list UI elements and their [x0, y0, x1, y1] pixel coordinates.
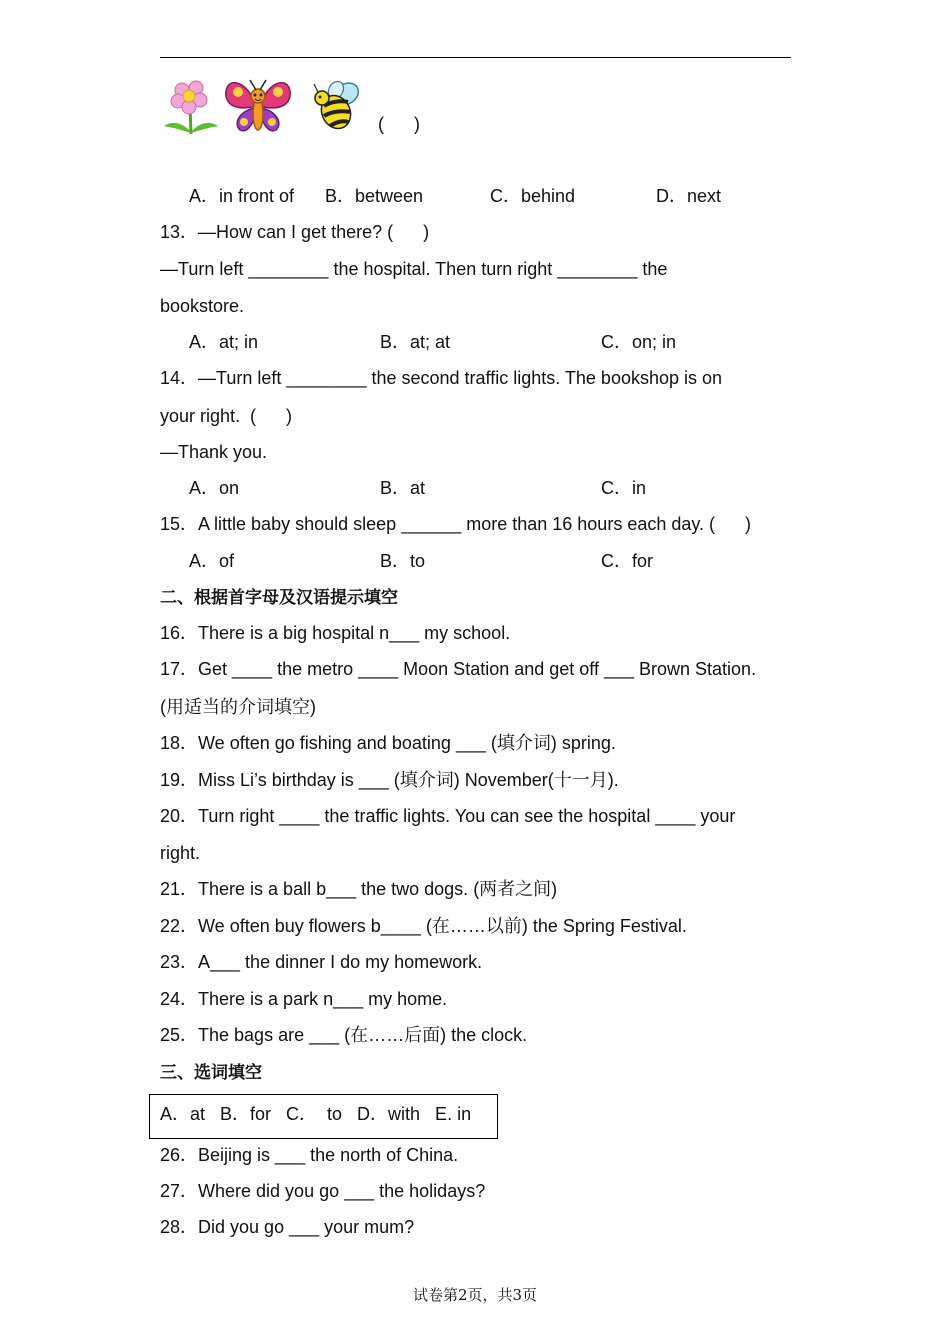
q14-question-cont: your right. ( ) [160, 406, 293, 426]
q28: 28．Did you go ___ your mum? [160, 1217, 415, 1237]
q13-dialog: —Turn left ________ the hospital. Then turn right ________ the [160, 259, 668, 279]
q14-question: 14．—Turn left ________ the second traffic lights. The bookshop is on [160, 368, 723, 388]
q18: 18．We often go fishing and boating ___ (填介词) spring. [160, 733, 616, 753]
q15-option-b: B．to [380, 551, 426, 571]
q17-hint: (用适当的介词填空) [160, 697, 316, 717]
q24: 24．There is a park n___ my home. [160, 989, 448, 1009]
q22: 22．We often buy flowers b____ (在……以前) the Spring Festival. [160, 916, 687, 936]
q16: 16．There is a big hospital n___ my school. [160, 623, 511, 643]
q14-option-a: A．on [189, 478, 240, 498]
q12-option-c: C．behind [490, 186, 576, 206]
q26: 26．Beijing is ___ the north of China. [160, 1145, 459, 1165]
q15-question: 15．A little baby should sleep ______ more than 16 hours each day. ( ) [160, 514, 752, 534]
q20-cont: right. [160, 843, 201, 863]
section-2-heading: 二、根据首字母及汉语提示填空 [160, 588, 398, 608]
q21: 21．There is a ball b___ the two dogs. (两者之间) [160, 879, 558, 899]
butterfly-icon [224, 76, 292, 136]
flower-icon [162, 76, 222, 136]
q13-option-b: B．at; at [380, 332, 451, 352]
q15-option-a: A．of [189, 551, 235, 571]
q19: 19．Miss Li’s birthday is ___ (填介词) November(十一月). [160, 770, 619, 790]
q14-option-c: C．in [601, 478, 647, 498]
q12-option-d: D．next [656, 186, 722, 206]
header-rule [160, 57, 791, 58]
q14-dialog: —Thank you. [160, 442, 268, 462]
q23: 23．A___ the dinner I do my homework. [160, 952, 483, 972]
q13-option-c: C．on; in [601, 332, 677, 352]
q12-answer-bracket: ( ) [378, 114, 420, 134]
q12-option-b: B．between [325, 186, 424, 206]
section-3-heading: 三、选词填空 [160, 1063, 262, 1083]
q13-question: 13．—How can I get there? ( ) [160, 222, 430, 242]
q20: 20．Turn right ____ the traffic lights. You can see the hospital ____ your [160, 806, 736, 826]
word-bank: A．at B．for C． to D．with E. in [160, 1104, 472, 1124]
q12-option-a: A．in front of [189, 186, 295, 206]
bee-icon [310, 76, 362, 134]
page-footer: 试卷第2页，共3页 [412, 1286, 538, 1304]
q15-option-c: C．for [601, 551, 654, 571]
q13-dialog-cont: bookstore. [160, 296, 245, 316]
q25: 25．The bags are ___ (在……后面) the clock. [160, 1025, 528, 1045]
q27: 27．Where did you go ___ the holidays? [160, 1181, 486, 1201]
q17: 17．Get ____ the metro ____ Moon Station and get off ___ Brown Station. [160, 659, 757, 679]
q14-option-b: B．at [380, 478, 426, 498]
q13-option-a: A．at; in [189, 332, 259, 352]
